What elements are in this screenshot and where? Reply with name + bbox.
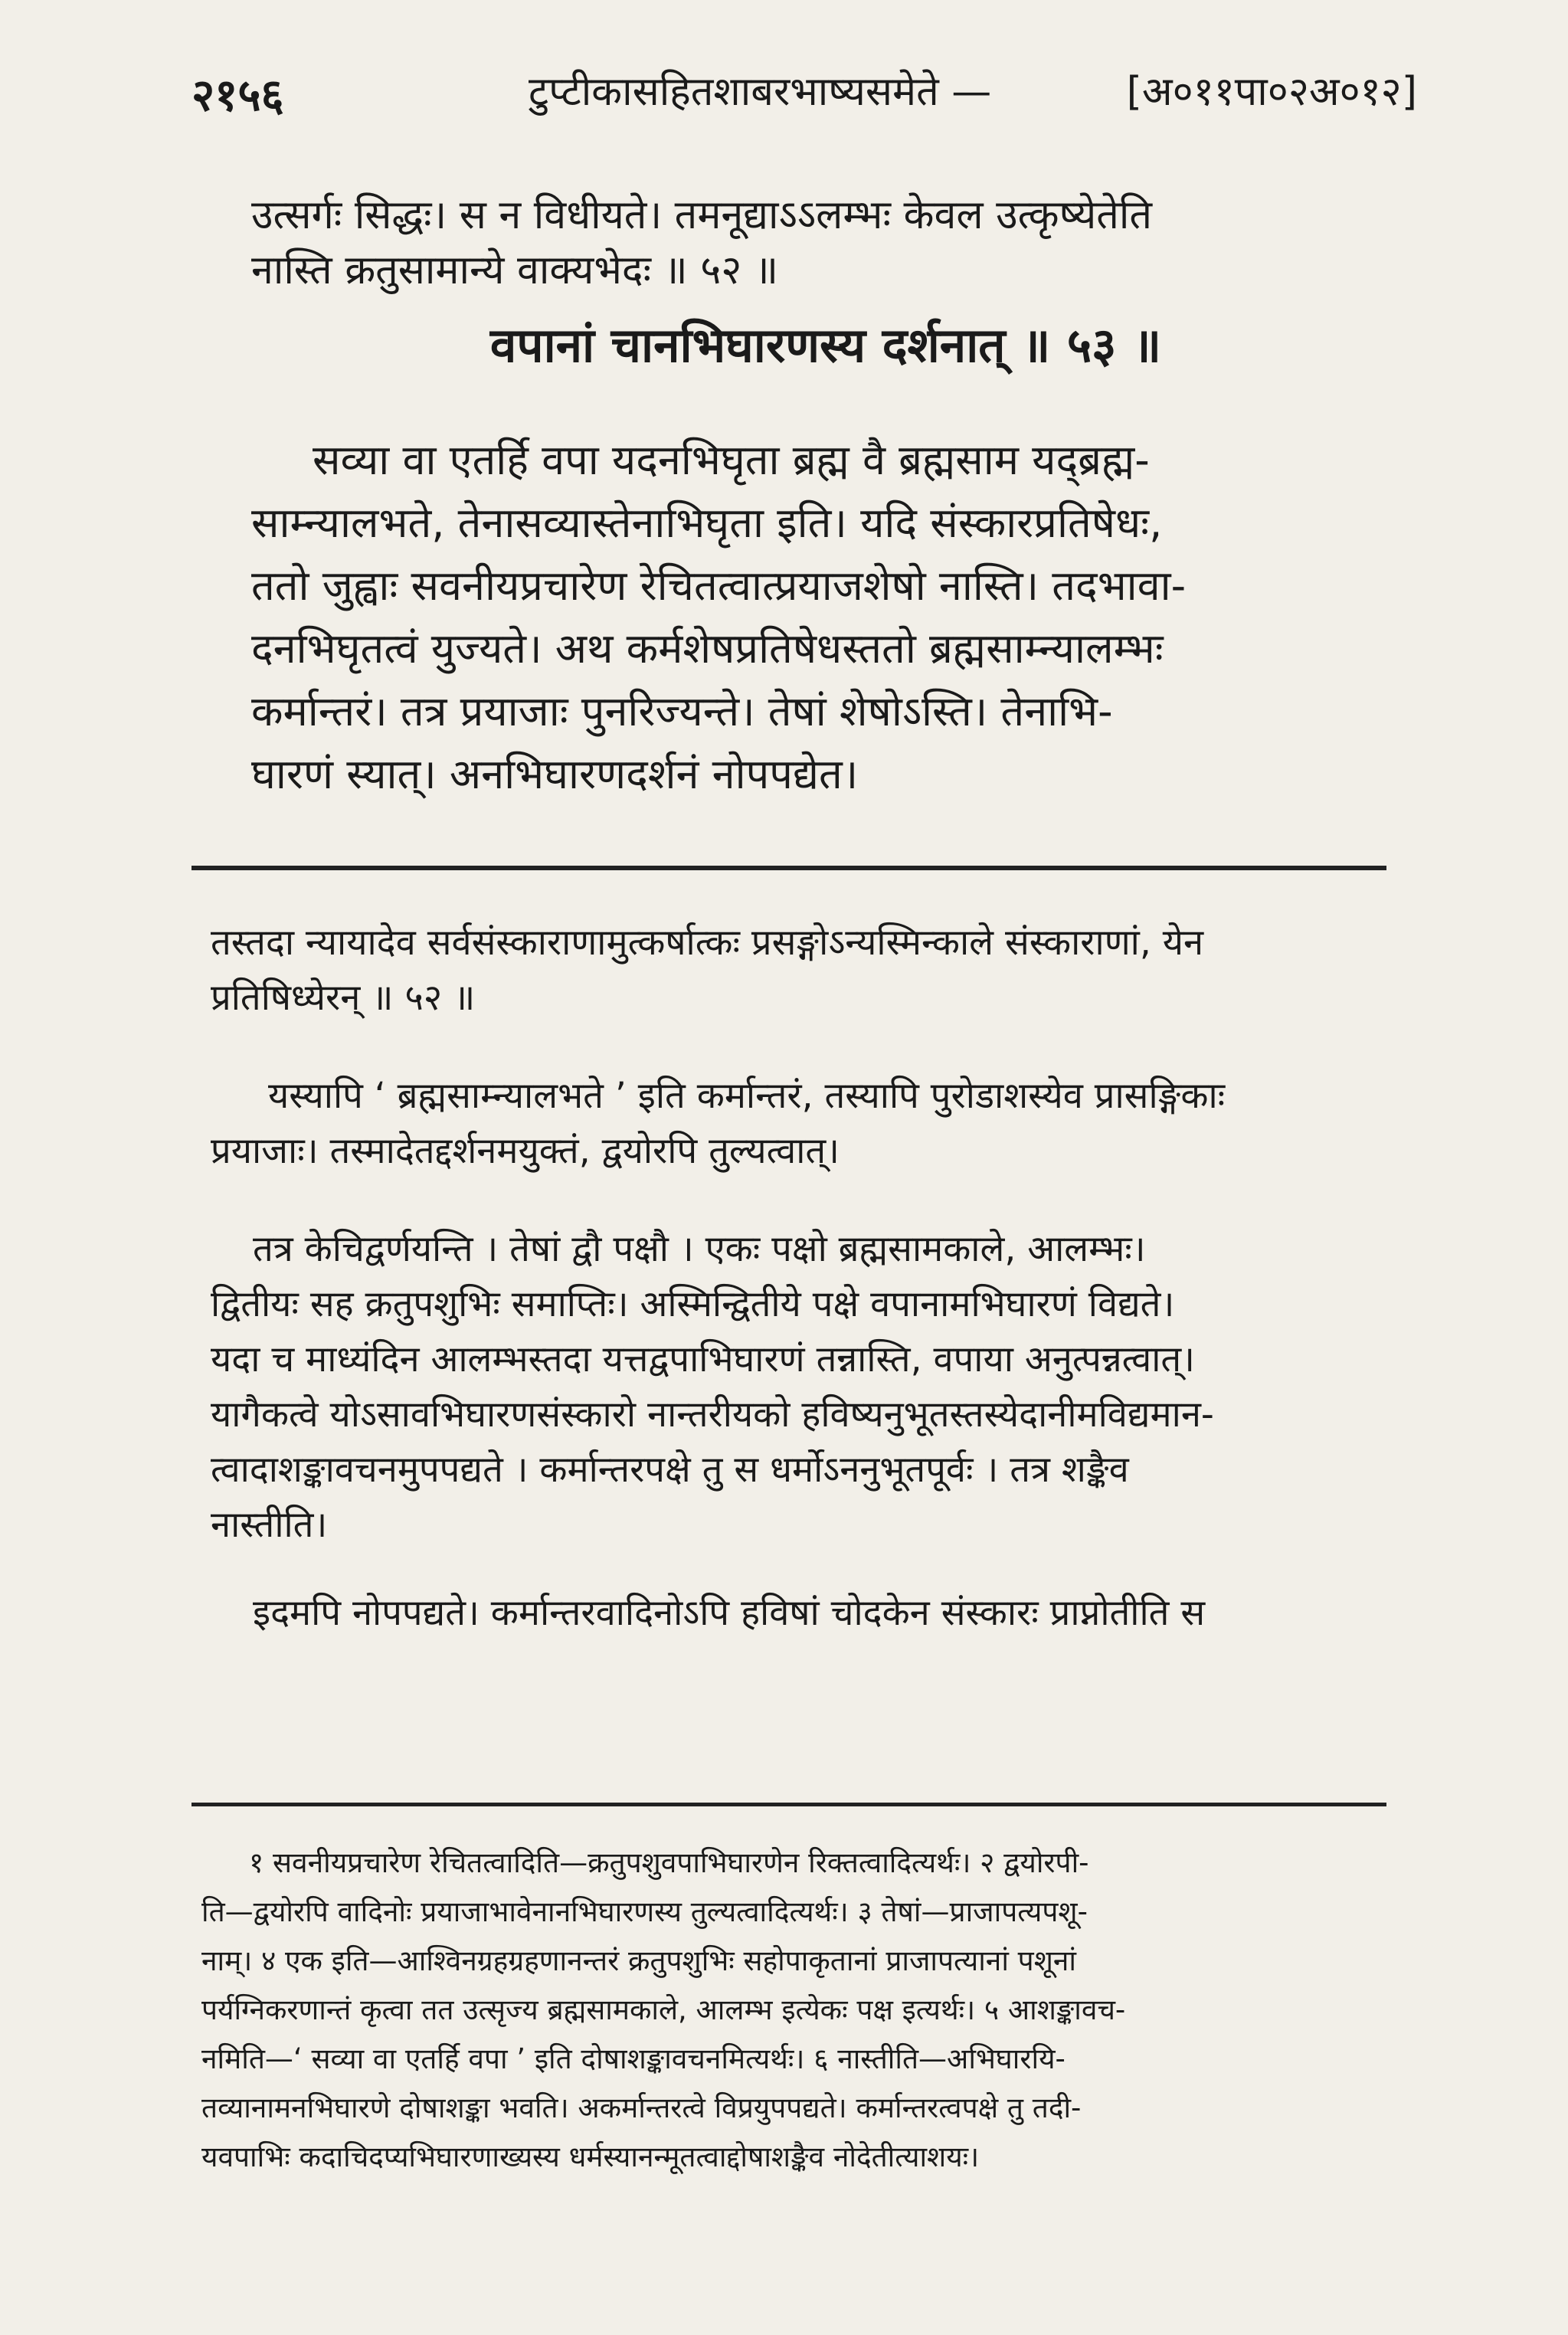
text-line: प्रयाजाः। तस्मादेतद्दर्शनमयुक्तं, द्वयोरपि तुल्यत्वात्। [211, 1130, 840, 1172]
text-line: तत्र केचिद्वर्णयन्ति । तेषां द्वौ पक्षौ । एकः पक्षो ब्रह्मसामकाले, आलम्भः। [253, 1228, 1146, 1270]
sutra-52-conclusion [251, 188, 1400, 298]
text-line: द्वितीयः सह क्रतुपशुभिः समाप्तिः। अस्मिन्द्वितीये पक्षे वपानामभिघारणं विद्यते। [211, 1283, 1175, 1325]
text-line: नास्तीति। [211, 1504, 328, 1546]
footnote-line: तव्यानामनभिघारणे दोषाशङ्का भवति। अकर्मान्तरत्वे विप्रयुपपद्यते। कर्मान्तरत्वपक्षे तु तदी- [201, 2091, 1082, 2124]
sutra-heading: वपानां चानभिघारणस्य दर्शनात् ॥ ५३ ॥ [489, 317, 1162, 373]
text-line: घारणं स्यात्। अनभिघारणदर्शनं नोपपद्येत। [251, 750, 859, 798]
section-reference: [अ०११पा०२अ०१२] [1126, 69, 1417, 115]
text-line: तस्तदा न्यायादेव सर्वसंस्काराणामुत्कर्षात्कः प्रसङ्गोऽन्यस्मिन्काले संस्काराणां, येन [211, 922, 1204, 964]
running-title: टुप्टीकासहितशाबरभाष्यसमेते — [529, 69, 992, 115]
text-line: दनभिघृतत्वं युज्यते। अथ कर्मशेषप्रतिषेधस्ततो ब्रह्मसाम्न्यालम्भः [251, 624, 1164, 673]
text-line: ततो जुह्वाः सवनीयप्रचारेण रेचितत्वात्प्रयाजशेषो नास्ति। तदभावा- [251, 562, 1187, 610]
text-line: नास्ति क्रतुसामान्ये वाक्यभेदः ॥ ५२ ॥ [251, 247, 778, 293]
text-line: यस्यापि ‘ ब्रह्मसाम्न्यालभते ’ इति कर्मान्तरं, तस्यापि पुरोडाशस्येव प्रासङ्गिकाः [268, 1075, 1226, 1117]
text-line: यदा च माध्यंदिन आलम्भस्तदा यत्तद्वपाभिघारणं तन्नास्ति, वपाया अनुत्पन्नत्वात्। [211, 1338, 1195, 1380]
footnote-line: १ सवनीयप्रचारेण रेचितत्वादिति—क्रतुपशुवपाभिघारणेन रिक्तत्वादित्यर्थः। २ द्वयोरपी- [249, 1846, 1089, 1879]
text-line: यागैकत्वे योऽसावभिघारणसंस्कारो नान्तरीयको हविष्यनुभूतस्तस्येदानीमविद्यमान- [211, 1393, 1214, 1436]
text-line: सव्या वा एतर्हि वपा यदनभिघृता ब्रह्म वै ब्रह्मसाम यद्ब्रह्म- [313, 436, 1150, 484]
footnote-line: पर्यग्निकरणान्तं कृत्वा तत उत्सृज्य ब्रह्मसामकाले, आलम्भ इत्येकः पक्ष इत्यर्थः। ५ आशङ्कावच- [201, 1993, 1126, 2026]
section-divider [191, 866, 1386, 870]
text-line: प्रतिषिध्येरन् ॥ ५२ ॥ [211, 977, 476, 1019]
text-line: साम्न्यालभते, तेनासव्यास्तेनाभिघृता इति। यदि संस्कारप्रतिषेधः, [251, 499, 1163, 547]
text-line: इदमपि नोपपद्यते। कर्मान्तरवादिनोऽपि हविषां चोदकेन संस्कारः प्राप्नोतीति स [253, 1592, 1206, 1634]
tika-paragraph [253, 1586, 1394, 1641]
bhashya-paragraph [251, 429, 1400, 806]
tika-paragraph [211, 1069, 1394, 1179]
text-line: त्वादाशङ्कावचनमुपपद्यते । कर्मान्तरपक्षे तु स धर्मोऽननुभूतपूर्वः । तत्र शङ्कैव [211, 1449, 1129, 1491]
footnote-line: नमिति—‘ सव्या वा एतर्हि वपा ’ इति दोषाशङ्कावचनमित्यर्थः। ६ नास्तीति—अभिघारयि- [201, 2042, 1066, 2075]
page-header [191, 63, 1417, 124]
sutra-53-heading [251, 310, 1400, 381]
footnote-line: यवपाभिः कदाचिदप्यभिघारणाख्यस्य धर्मस्यानन्मूतत्वाद्दोषाशङ्कैव नोदेतीत्याशयः। [201, 2140, 980, 2173]
footnote-divider [191, 1803, 1386, 1806]
footnote-line: नाम्। ४ एक इति—आश्विनग्रहग्रहणानन्तरं क्रतुपशुभिः सहोपाकृतानां प्राजापत्यानां पशूनां [201, 1944, 1076, 1977]
footnotes [201, 1839, 1396, 2182]
page-number: २१५६ [191, 69, 284, 121]
text-line: उत्सर्गः सिद्धः। स न विधीयते। तमनूद्याऽऽलम्भः केवल उत्कृष्येतेति [251, 192, 1152, 238]
tika-paragraph [211, 1222, 1390, 1553]
text-line: कर्मान्तरं। तत्र प्रयाजाः पुनरिज्यन्ते। तेषां शेषोऽस्ति। तेनाभि- [251, 687, 1113, 735]
footnote-line: ति—द्वयोरपि वादिनोः प्रयाजाभावेनानभिघारणस्य तुल्यत्वादित्यर्थः। ३ तेषां—प्राजापत्यपशू- [201, 1895, 1088, 1928]
tika-paragraph [211, 915, 1390, 1026]
